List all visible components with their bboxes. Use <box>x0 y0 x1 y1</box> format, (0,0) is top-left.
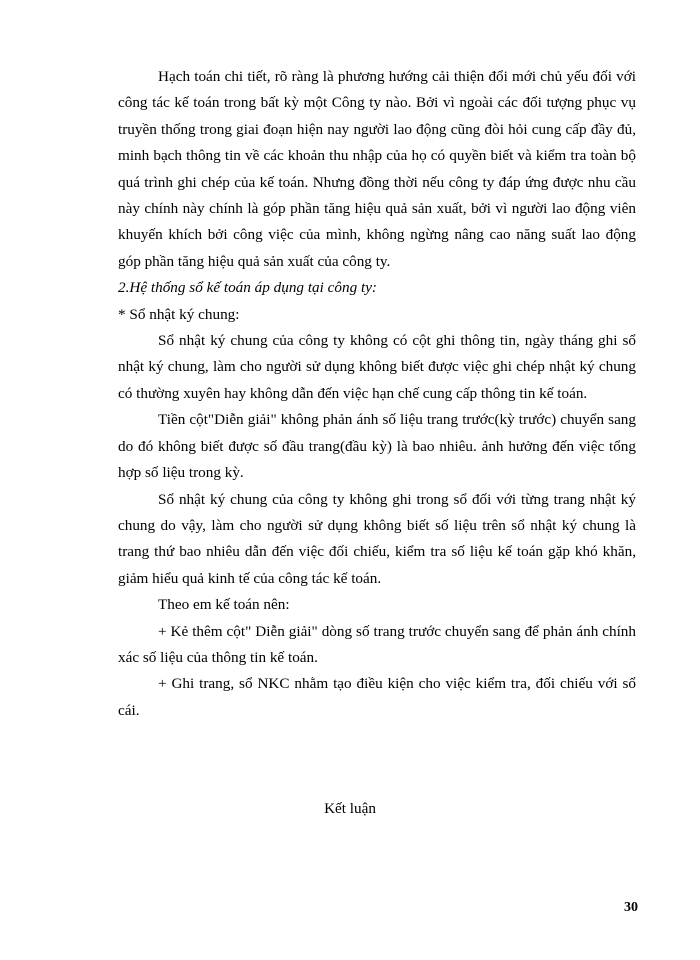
recommendation-item-2: + Ghi trang, sổ NKC nhằm tạo điều kiện cho việc kiểm tra, đối chiếu với sổ cái. <box>118 675 636 719</box>
body-text <box>118 64 636 724</box>
paragraph-journal-columns: Sổ nhật ký chung của công ty không có cột ghi thông tin, ngày tháng ghi sổ nhật ký chung, làm cho người sử dụng không biết được việc ghi chép nhật ký chung có thường xuyên hay không dẫn đến việc hạn chế cung cấp thông tin kế toán. <box>118 332 636 402</box>
paragraph-intro: Hạch toán chi tiết, rõ ràng là phương hướng cải thiện đổi mới chủ yếu đối với công tác kế toán trong bất kỳ một Công ty nào. Bởi vì ngoài các đối tượng phục vụ truyền thống trong giai đoạn hiện nay người lao động cũng đòi hỏi cung cấp đầy đủ, minh bạch thông tin về các khoản thu nhập của họ có quyền biết và kiểm tra toàn bộ quá trình ghi chép của kế toán. Nhưng đồng thời nếu công ty đáp ứng được nhu cầu này chính này chính là góp phần tăng hiệu quả sản xuất, bởi vì người lao động viên khuyến khích bởi công việc của mình, không ngừng nâng cao năng suất lao động góp phần tăng hiệu quả sản xuất của công ty. <box>118 68 636 270</box>
subheading-journal: * Sổ nhật ký chung: <box>118 305 240 323</box>
paragraph-recommendation-intro: Theo em kế toán nên: <box>158 596 290 614</box>
section-heading: 2.Hệ thống sổ kế toán áp dụng tại công ty: <box>118 279 377 297</box>
paragraph-explanation-column: Tiền cột"Diễn giải" không phản ánh số liệu trang trước(kỳ trước) chuyển sang do đó không biết được số đầu trang(đầu kỳ) là bao nhiêu. ảnh hưởng đến việc tổng hợp số liệu trong kỳ. <box>118 411 636 482</box>
paragraph-page-numbering: Sổ nhật ký chung của công ty không ghi trong sổ đối với từng trang nhật ký chung do vậy, làm cho người sử dụng không biết số liệu trên sổ nhật ký chung là trang thứ bao nhiêu dẫn đến việc đối chiếu, kiểm tra số liệu kế toán gặp khó khăn, giảm hiểu quả kinh tế của công tác kế toán. <box>118 490 636 587</box>
recommendation-item-1: + Kẻ thêm cột" Diễn giải" dòng số trang trước chuyển sang để phản ánh chính xác số liệu của thông tin kế toán. <box>118 622 636 666</box>
page-number: 30 <box>624 900 638 915</box>
conclusion-title: Kết luận <box>324 800 376 817</box>
